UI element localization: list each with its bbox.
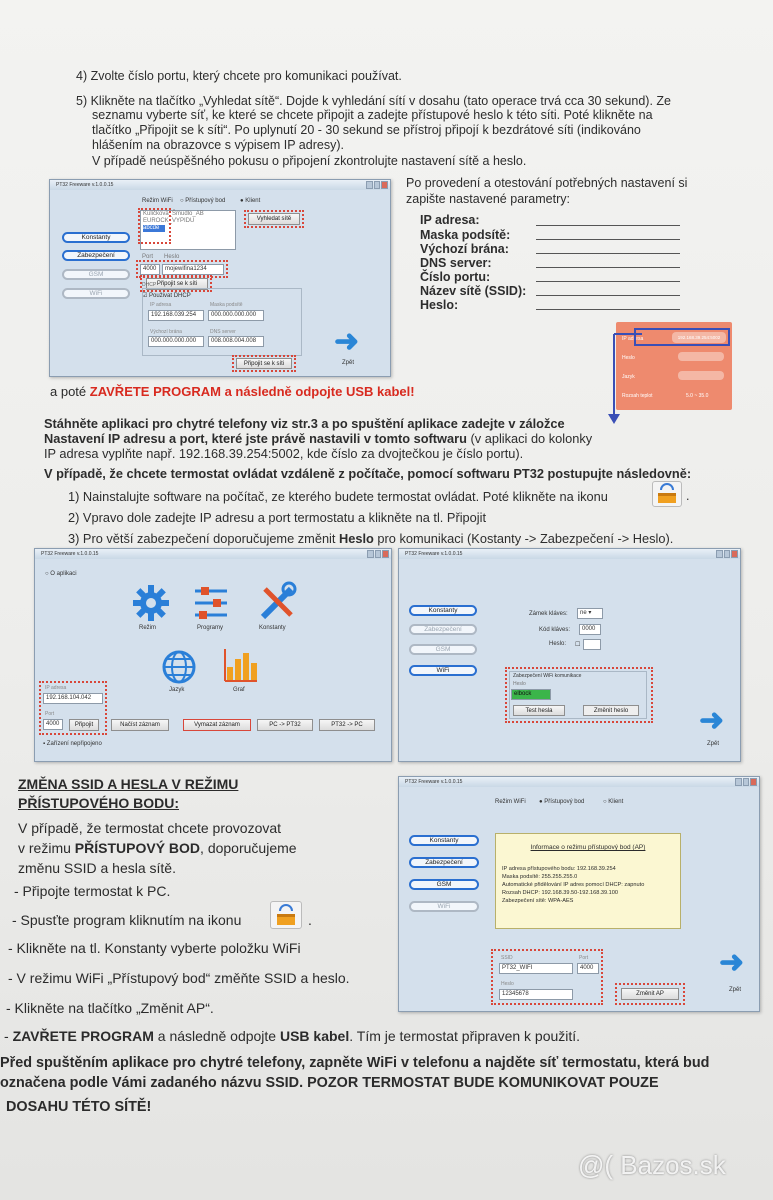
remote-control-heading: V případě, že chcete termostat ovládat vzdáleně z počítače, pomocí softwaru PT32 postupujte následovně: (44, 466, 692, 481)
window-title: PT32 Freeware v.1.0.0.15 (41, 551, 99, 557)
warning-line-1: Před spuštěním aplikace pro chytré telefony, zapněte WiFi v telefonu a najděte síť termostatu, která bud (0, 1055, 710, 1071)
blank-line (536, 239, 680, 240)
pt32-app-icon[interactable] (270, 901, 302, 929)
ap-intro-3: změnu SSID a hesla sítě. (18, 860, 176, 876)
warning-line-3: DOSAHU TÉTO SÍTĚ! (6, 1099, 152, 1115)
ap-info-box (495, 833, 681, 929)
dhcp-label: DHCP (142, 282, 157, 288)
ap-bullet-4: - V režimu WiFi „Přístupový bod“ změňte SSID a heslo. (8, 970, 350, 986)
step-5-line3: tlačítko „Připojit se k síti“. Po uplynutí 20 - 30 sekund se přístroj připojí k bezdrátové síti (indikováno (92, 123, 641, 137)
ssid-highlight (491, 949, 603, 1005)
nav-zabezpeceni[interactable]: Zabezpečení (409, 857, 479, 868)
window-title: PT32 Freeware v.1.0.0.15 (405, 551, 463, 557)
gateway-input[interactable]: 000.000.000.000 (148, 336, 204, 347)
change-ap-highlight (615, 983, 685, 1005)
key-lock-select[interactable]: ne ▾ (577, 608, 603, 619)
ap-password-input[interactable]: 12345678 (499, 989, 573, 1000)
phone-ip-highlight (634, 328, 730, 346)
phone-password-field[interactable] (678, 352, 724, 361)
search-networks-button[interactable]: Vyhledat sítě (248, 213, 300, 225)
phone-ip-field[interactable]: 192.168.39.254:5002 (672, 332, 726, 343)
ap-bullet-5: - Klikněte na tlačítko „Změnit AP“. (6, 1000, 214, 1016)
wrench-screwdriver-icon[interactable] (257, 581, 297, 623)
wifi-security-title: Zabezpečení WiFi komunikace (513, 673, 582, 679)
ap-bullet-3: - Klikněte na tl. Konstanty vyberte položku WiFi (8, 940, 301, 956)
ap-info-line: Rozsah DHCP: 192.168.39.50-192.168.39.100 (502, 890, 618, 896)
window-title-bar (50, 180, 390, 190)
ap-bullet-2: - Spusťte program kliknutím na ikonu (12, 912, 242, 928)
back-arrow-icon[interactable]: ➜ (699, 704, 725, 737)
app-download-line3: IP adresa vyplňte např. 192.168.39.254:5002, kde číslo za dvojtečkou je číslo portu). (44, 446, 524, 461)
icon-label-jazyk: Jazyk (169, 687, 185, 693)
nav-gsm[interactable]: GSM (409, 879, 479, 890)
icon-label-programy: Programy (197, 625, 224, 631)
ap-info-line: Automatické přidělování IP adres pomocí DHCP: zapnuto (502, 882, 645, 888)
port-input[interactable]: 4000 (577, 963, 599, 974)
nav-konstanty[interactable]: Konstanty (62, 232, 130, 243)
remote-step-3: 3) Pro větší zabezpečení doporučujeme změnit Heslo pro komunikaci (Kostanty -> Zabezpečení -> Heslo). (68, 531, 674, 546)
ssid-input[interactable]: PT32_WIFI (499, 963, 573, 974)
port-label: Port (142, 254, 154, 260)
phone-range-value: 5.0 ~ 35.0 (686, 393, 709, 399)
close-program-final: - ZAVŘETE PROGRAM a následně odpojte USB kabel. Tím je termostat připraven k použití. (4, 1028, 581, 1044)
back-label[interactable]: Zpět (729, 987, 742, 993)
param-port: Číslo portu: (420, 270, 491, 284)
wifi-password-label: Heslo (513, 681, 526, 687)
param-ssid: Název sítě (SSID): (420, 284, 527, 298)
blank-line (536, 267, 680, 268)
security-highlight (505, 667, 653, 723)
mask-label: Maska podsítě (210, 302, 243, 308)
app-download-line1: Stáhněte aplikaci pro chytré telefony viz str.3 a po spuštění aplikace zadejte v záložce (44, 416, 565, 431)
icon-label-konstanty: Konstanty (259, 625, 286, 631)
ap-info-line: Zabezpečení sítě: WPA-AES (502, 898, 574, 904)
param-password: Heslo: (420, 298, 459, 312)
icon-label-graf: Graf (233, 687, 245, 693)
window-title-bar (399, 549, 740, 559)
ssid-label: SSID (501, 955, 513, 961)
nav-konstanty[interactable]: Konstanty (409, 605, 477, 616)
phone-pointer-arrow-icon (606, 330, 646, 426)
remote-step-1-end: . (686, 489, 690, 503)
dns-input[interactable]: 008.008.004.008 (208, 336, 264, 347)
step-5-line2: seznamu vyberte síť, ke které se chcete připojit a zadejte přístupové heslo k této síti. Poté klikněte na (92, 108, 653, 122)
nav-gsm[interactable]: GSM (409, 644, 477, 655)
port-input[interactable]: 4000 (43, 719, 63, 730)
connect-to-network-button[interactable]: Připojit se k síti (236, 358, 292, 369)
wifi-password-input[interactable]: elbock (511, 689, 551, 700)
connect-button[interactable]: Připojit (69, 719, 99, 731)
nav-wifi[interactable]: WiFi (409, 665, 477, 676)
wifi-settings-window (49, 179, 391, 377)
mask-input[interactable]: 000.000.000.000 (208, 310, 264, 321)
key-lock-label: Zámek kláves: (529, 611, 568, 617)
network-highlight (138, 208, 171, 244)
connect-network-button[interactable]: Připojit se k síti (146, 278, 208, 290)
back-arrow-icon[interactable]: ➜ (334, 325, 360, 358)
ap-info-line: IP adresa přístupového bodu: 192.168.39.254 (502, 866, 616, 872)
connect-bottom-highlight (232, 355, 296, 372)
window-title: PT32 Freeware v.1.0.0.15 (56, 182, 114, 188)
nav-zabezpeceni[interactable]: Zabezpečení (409, 624, 477, 635)
globe-icon[interactable] (161, 649, 197, 685)
ap-bullet-1: - Připojte termostat k PC. (14, 883, 171, 899)
mode-ap-radio[interactable]: ○ Přístupový bod (180, 198, 226, 204)
phone-password-label: Heslo (622, 355, 635, 361)
gear-icon[interactable] (131, 583, 171, 623)
icon-label-rezim: Režim (139, 625, 157, 631)
dns-label: DNS server (210, 329, 236, 335)
ap-intro-2: v režimu PŘÍSTUPOVÝ BOD, doporučujeme (18, 840, 297, 856)
nav-gsm[interactable]: GSM (62, 269, 130, 280)
ip-input[interactable]: 192.168.104.042 (43, 693, 103, 704)
main-window (34, 548, 392, 762)
app-download-line2: Nastavení IP adresu a port, které jste právě nastavili v tomto softwaru (v aplikaci do kolonky (44, 431, 593, 446)
phone-language-field[interactable] (678, 371, 724, 380)
delete-record-button[interactable]: Vymazat záznam (183, 719, 251, 731)
param-dns: DNS server: (420, 256, 492, 270)
close-program-note: a poté ZAVŘETE PROGRAM a následně odpojte USB kabel! (50, 384, 415, 399)
phone-language-label: Jazyk (622, 374, 635, 380)
pt32-app-icon[interactable] (652, 481, 682, 507)
nav-wifi[interactable]: WiFi (62, 288, 130, 299)
bazos-watermark: @( Bazos.sk (578, 1150, 726, 1180)
params-intro-2: zapište nastavené parametry: (406, 192, 570, 206)
mode-ap-radio[interactable]: ● Přístupový bod (539, 799, 585, 805)
program-sliders-icon[interactable] (191, 583, 231, 623)
ip-input[interactable]: 192.168.039.254 (148, 310, 204, 321)
ap-mode-window (398, 776, 760, 1012)
warning-line-2: označena podle Vámi zadaného názvu SSID. POZOR TERMOSTAT BUDE KOMUNIKOVAT POUZE (0, 1075, 659, 1091)
chart-icon[interactable] (223, 647, 259, 685)
port-label: Port (579, 955, 589, 961)
password-checkbox[interactable]: ☐ (575, 642, 581, 648)
ip-label: IP adresa (45, 685, 67, 691)
pc-to-pt32-button[interactable]: PC -> PT32 (257, 719, 313, 731)
blank-line (536, 295, 680, 296)
mode-client-radio[interactable]: ● Klient (240, 198, 261, 204)
remote-step-2: 2) Vpravo dole zadejte IP adresu a port termostatu a klikněte na tl. Připojit (68, 510, 487, 525)
param-mask: Maska podsítě: (420, 228, 511, 242)
ap-info-line: Maska podsítě: 255.255.255.0 (502, 874, 578, 880)
step-5-line5: V případě neúspěšného pokusu o připojení zkontrolujte nastavení sítě a heslo. (92, 154, 527, 168)
close-program-warning: ZAVŘETE PROGRAM a následně odpojte USB kabel (89, 384, 411, 399)
about-app-radio[interactable]: ○ O aplikaci (45, 571, 77, 577)
load-record-button[interactable]: Načíst záznam (111, 719, 169, 731)
ap-info-title: Informace o režimu přístupový bod (AP) (530, 844, 646, 851)
phone-range-label: Rozsah teplot (622, 393, 653, 399)
network-item[interactable]: EUROCK_VYPIDU (143, 218, 195, 224)
port-label: Port (45, 711, 55, 717)
ip-label: IP adresa (150, 302, 172, 308)
connection-highlight (39, 681, 107, 735)
change-ap-button[interactable]: Změnit AP (621, 988, 679, 1000)
password-input[interactable]: mojewifina1234 (162, 264, 224, 275)
back-label[interactable]: Zpět (707, 741, 720, 747)
params-intro-1: Po provedení a otestování potřebných nastavení si (406, 176, 688, 190)
password-small-input[interactable] (583, 639, 601, 650)
ap-password-label: Heslo (501, 981, 514, 987)
pt32-to-pc-button[interactable]: PT32 -> PC (319, 719, 375, 731)
use-dhcp-checkbox[interactable]: ☑ Použivat DHCP (142, 293, 191, 299)
back-label[interactable]: Zpět (342, 360, 355, 366)
security-window (398, 548, 741, 762)
blank-line (536, 225, 680, 226)
port-input[interactable]: 4000 (140, 264, 160, 275)
mode-client-radio[interactable]: ○ Klient (603, 799, 624, 805)
key-code-label: Kód kláves: (539, 627, 571, 633)
wifi-mode-label: Režim WiFi (495, 799, 526, 805)
network-item[interactable]: Kuličková_Šmudlo_AB (143, 211, 204, 217)
nav-wifi[interactable]: WiFi (409, 901, 479, 912)
remote-step-1: 1) Nainstalujte software na počítač, ze kterého budete termostat ovládat. Poté klikněte na ikonu (68, 489, 608, 504)
blank-line (536, 253, 680, 254)
key-code-input[interactable]: 0000 (579, 624, 601, 635)
search-highlight (244, 210, 304, 228)
step-4: 4) Zvolte číslo portu, který chcete pro komunikaci používat. (76, 69, 402, 83)
gateway-label: Výchozí brána (150, 329, 182, 335)
ap-info-lines (502, 865, 680, 905)
step-5-line1: 5) Klikněte na tlačítko „Vyhledat sítě“. Dojde k vyhledání sítí v dosahu (tato operace trvá cca 30 sekund). Ze (76, 94, 671, 108)
nav-zabezpeceni[interactable]: Zabezpečení (62, 250, 130, 261)
connection-status: ▪ Zařízení nepřipojeno (43, 741, 102, 747)
ap-section-heading-1: ZMĚNA SSID A HESLA V REŽIMU (18, 776, 239, 792)
param-ip: IP adresa: (420, 213, 480, 227)
phone-ip-label: IP adresa (622, 336, 644, 342)
window-title-bar (399, 777, 759, 787)
blank-line (536, 309, 680, 310)
blank-line (536, 281, 680, 282)
ap-intro-1: V případě, že termostat chcete provozovat (18, 820, 282, 836)
password-label: Heslo: (549, 641, 567, 647)
nav-konstanty[interactable]: Konstanty (409, 835, 479, 846)
window-title: PT32 Freeware v.1.0.0.15 (405, 779, 463, 785)
password-label: Heslo (164, 254, 180, 260)
back-arrow-icon[interactable]: ➜ (719, 946, 745, 979)
wifi-mode-label: Režim WiFi (142, 198, 173, 204)
param-gateway: Výchozí brána: (420, 242, 509, 256)
network-item[interactable]: abcde (143, 225, 165, 232)
ap-section-heading-2: PŘÍSTUPOVÉHO BODU: (18, 795, 180, 811)
step-5-line4: hlášením na obrazovce s výpisem IP adresy). (92, 138, 344, 152)
window-title-bar (35, 549, 391, 559)
change-password-button[interactable]: Změnit heslo (583, 705, 639, 716)
test-password-button[interactable]: Test hesla (513, 705, 565, 716)
ap-bullet-2-end: . (308, 912, 312, 928)
